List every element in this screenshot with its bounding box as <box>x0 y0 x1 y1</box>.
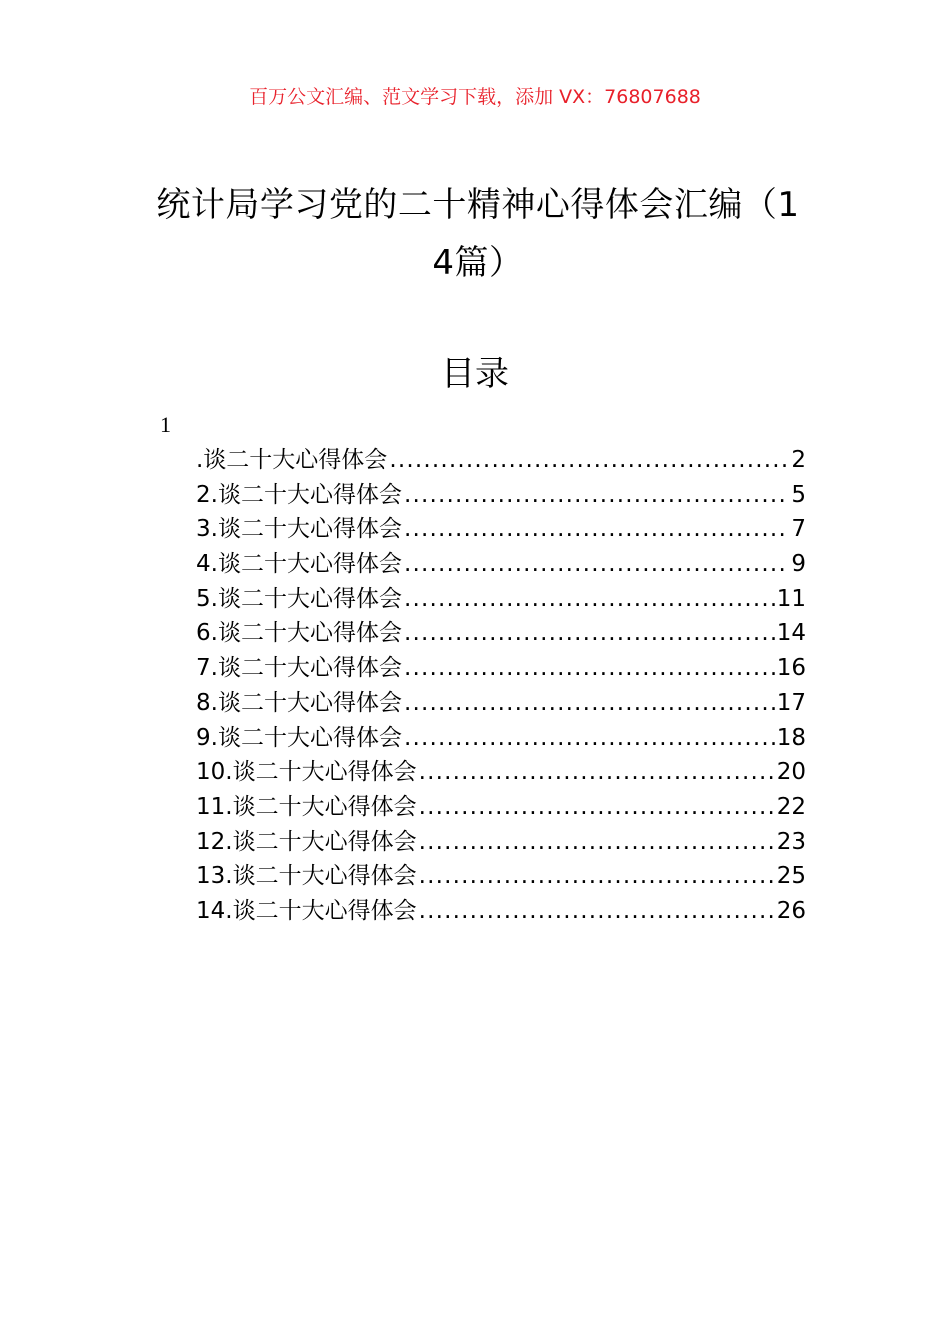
document-title-line-1: 统计局学习党的二十精神心得体会汇编（1 <box>156 185 800 225</box>
toc-entry-4[interactable] <box>196 547 806 582</box>
toc-entry-label: 2.谈二十大心得体会 <box>196 481 402 508</box>
toc-dot-leader <box>404 582 775 617</box>
toc-entry-label: 13.谈二十大心得体会 <box>196 863 417 890</box>
toc-entry-label: .谈二十大心得体会 <box>196 447 388 473</box>
table-of-contents <box>196 443 806 929</box>
toc-heading: 目录 <box>441 354 509 394</box>
toc-entry-2[interactable] <box>196 478 806 513</box>
toc-entry-12[interactable] <box>196 825 806 860</box>
toc-page-number: 5 <box>791 481 806 508</box>
toc-entry-label: 5.谈二十大心得体会 <box>196 585 402 612</box>
toc-dot-leader <box>419 755 775 790</box>
toc-page-number: 20 <box>776 759 806 786</box>
toc-page-number: 16 <box>776 655 806 682</box>
document-title <box>148 176 808 292</box>
toc-page-number: 26 <box>776 897 806 924</box>
toc-page-number: 23 <box>776 828 806 855</box>
toc-dot-leader <box>404 616 775 651</box>
toc-entry-label: 10.谈二十大心得体会 <box>196 759 417 786</box>
toc-dot-leader <box>419 894 775 929</box>
toc-page-number: 2 <box>791 447 806 473</box>
toc-dot-leader <box>404 651 775 686</box>
toc-page-number: 9 <box>791 551 806 578</box>
toc-entry-13[interactable] <box>196 859 806 894</box>
toc-entry-label: 4.谈二十大心得体会 <box>196 551 402 578</box>
header-note: 百万公文汇编、范文学习下载，添加 VX：76807688 <box>249 86 701 108</box>
toc-entry-8[interactable] <box>196 686 806 721</box>
toc-dot-leader <box>404 547 789 582</box>
toc-page-number: 17 <box>776 689 806 716</box>
toc-page-number: 7 <box>791 516 806 543</box>
toc-entry-label: 7.谈二十大心得体会 <box>196 655 402 682</box>
toc-dot-leader <box>404 721 775 756</box>
toc-entry-label: 8.谈二十大心得体会 <box>196 689 402 716</box>
toc-dot-leader <box>419 790 775 825</box>
toc-entry-5[interactable] <box>196 582 806 617</box>
toc-entry-6[interactable] <box>196 616 806 651</box>
document-title-line-2: 4篇） <box>432 243 524 283</box>
toc-entry-10[interactable] <box>196 755 806 790</box>
toc-dot-leader <box>404 512 789 547</box>
toc-entry-label: 12.谈二十大心得体会 <box>196 828 417 855</box>
toc-entry-label: 14.谈二十大心得体会 <box>196 897 417 924</box>
toc-stray-number: 1 <box>160 412 171 437</box>
toc-dot-leader <box>419 859 775 894</box>
toc-entry-7[interactable] <box>196 651 806 686</box>
toc-entry-label: 3.谈二十大心得体会 <box>196 516 402 543</box>
toc-dot-leader <box>419 825 775 860</box>
toc-dot-leader <box>389 443 789 478</box>
toc-page-number: 22 <box>776 793 806 820</box>
toc-page-number: 11 <box>776 585 806 612</box>
toc-dot-leader <box>404 478 789 513</box>
toc-page-number: 14 <box>776 620 806 647</box>
toc-page-number: 18 <box>776 724 806 751</box>
toc-page-number: 25 <box>776 863 806 890</box>
toc-entry-1[interactable] <box>196 443 806 478</box>
toc-entry-3[interactable] <box>196 512 806 547</box>
toc-entry-11[interactable] <box>196 790 806 825</box>
toc-entry-label: 11.谈二十大心得体会 <box>196 793 417 820</box>
toc-entry-9[interactable] <box>196 721 806 756</box>
toc-entry-14[interactable] <box>196 894 806 929</box>
toc-dot-leader <box>404 686 775 721</box>
toc-entry-label: 9.谈二十大心得体会 <box>196 724 402 751</box>
toc-entry-label: 6.谈二十大心得体会 <box>196 620 402 647</box>
